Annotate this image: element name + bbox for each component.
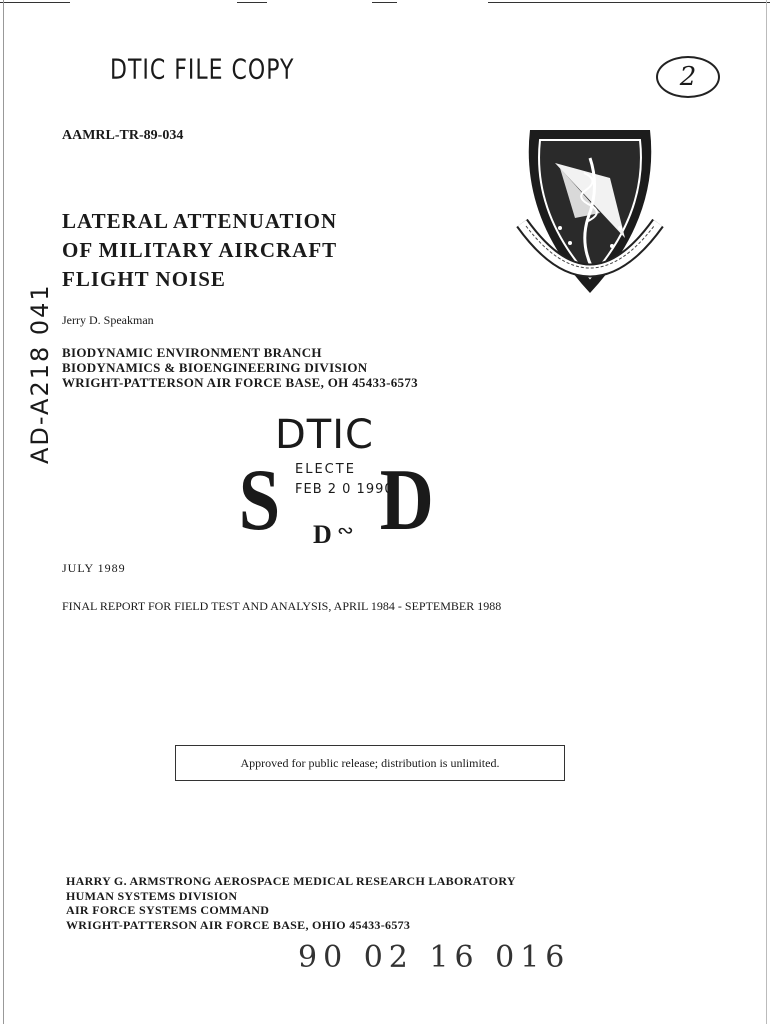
copy-number: 2: [679, 62, 697, 92]
title-line-2: OF MILITARY AIRCRAFT: [62, 238, 338, 262]
scan-line-top-4: [488, 2, 770, 3]
report-number: AAMRL-TR-89-034: [62, 128, 184, 143]
lab-line-2: HUMAN SYSTEMS DIVISION: [66, 888, 238, 903]
org-line-1: BIODYNAMIC ENVIRONMENT BRANCH: [62, 345, 322, 360]
lab-line-4: WRIGHT-PATTERSON AIR FORCE BASE, OHIO 45433-6573: [66, 917, 411, 932]
distribution-statement: [175, 745, 565, 781]
copy-number-circle: [656, 56, 720, 98]
lab-line-3: AIR FORCE SYSTEMS COMMAND: [66, 903, 270, 917]
lab-line-1: HARRY G. ARMSTRONG AEROSPACE MEDICAL RESEARCH LABORATORY: [66, 874, 516, 888]
dtic-stamp-title: DTIC: [275, 412, 374, 458]
dtic-stamp-electe: ELECTE: [295, 462, 356, 477]
aamrl-emblem: [500, 118, 680, 298]
scan-border-right: [766, 0, 767, 1024]
bottom-accession-code: 90 02 16 016: [298, 940, 571, 975]
dtic-stamp-date: FEB 2 0 1990: [295, 482, 394, 497]
org-line-3: WRIGHT-PATTERSON AIR FORCE BASE, OH 45433-6573: [62, 375, 418, 390]
author: Jerry D. Speakman: [62, 313, 154, 327]
dtic-stamp-bottom-mark: D: [313, 520, 332, 549]
title-line-1: LATERAL ATTENUATION: [62, 209, 338, 233]
dtic-stamp-squiggle-icon: ∾: [337, 520, 354, 542]
accession-number: AD-A218 041: [26, 283, 54, 464]
scan-line-top-3: [372, 2, 397, 3]
distribution-text: Approved for public release; distribution is unlimited.: [240, 756, 500, 770]
report-date: JULY 1989: [62, 561, 126, 575]
final-report-line: FINAL REPORT FOR FIELD TEST AND ANALYSIS, APRIL 1984 - SEPTEMBER 1988: [62, 599, 502, 613]
organization-block: [62, 345, 418, 390]
dtic-stamp-left-letter: S: [238, 452, 281, 549]
scan-border-left: [3, 0, 4, 1024]
dtic-electe-stamp: [235, 412, 434, 560]
dtic-stamp-right-letter: D: [379, 452, 434, 549]
dtic-file-copy-stamp: DTIC FILE COPY: [110, 54, 295, 87]
shield-emblem-icon: [500, 118, 680, 298]
laboratory-block: [66, 874, 516, 932]
scan-line-top-2: [237, 2, 267, 3]
org-line-2: BIODYNAMICS & BIOENGINEERING DIVISION: [62, 360, 368, 375]
title-line-3: FLIGHT NOISE: [62, 267, 226, 291]
report-title: [62, 207, 337, 294]
scan-line-top-1: [0, 2, 70, 3]
